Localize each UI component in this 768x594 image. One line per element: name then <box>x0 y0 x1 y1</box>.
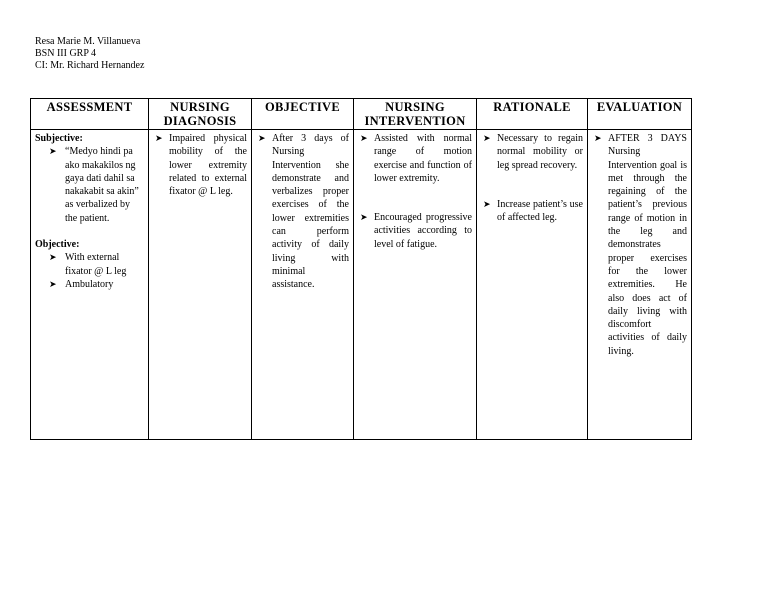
arrow-bullet-icon: ➤ <box>49 146 57 157</box>
column-header-evaluation: EVALUATION <box>588 99 692 130</box>
arrow-bullet-icon: ➤ <box>155 133 163 143</box>
clinical-instructor: CI: Mr. Richard Hernandez <box>35 60 145 71</box>
table-row <box>31 130 692 440</box>
arrow-bullet-icon: ➤ <box>360 133 368 143</box>
arrow-bullet-icon: ➤ <box>483 133 491 143</box>
objective-item <box>47 278 144 291</box>
objective-cell <box>252 130 354 440</box>
subjective-item <box>47 145 144 225</box>
objective-item-text: With external fixator @ L leg <box>65 252 127 277</box>
arrow-bullet-icon: ➤ <box>49 252 57 263</box>
assessment-cell <box>31 130 149 440</box>
objective-item-text: Ambulatory <box>65 278 114 290</box>
subjective-text: “Medyo hindi pa ako makakilos ng gaya dati dahil sa nakakabit sa akin” as verbalized by the patient. <box>65 146 139 224</box>
column-header-nursing-diagnosis: NURSING DIAGNOSIS <box>149 99 252 130</box>
table-header-row <box>31 99 692 130</box>
arrow-bullet-icon: ➤ <box>594 133 602 143</box>
nursing-care-plan-table <box>30 98 692 440</box>
objective-item <box>47 251 144 278</box>
rationale-text: Increase patient’s use of affected leg. <box>497 198 583 224</box>
intervention-cell <box>354 130 477 440</box>
rationale-item <box>481 132 583 172</box>
document-header <box>35 36 144 72</box>
intervention-item <box>358 211 472 251</box>
evaluation-text: AFTER 3 DAYS Nursing Intervention goal is met through the regaining of the patient’s previous range of motion in the leg and demonstrates proper exercises for the lower extremities. He also does act of daily living with discomfort activities of daily living. <box>608 133 687 357</box>
arrow-bullet-icon: ➤ <box>258 133 266 143</box>
evaluation-item <box>592 132 687 358</box>
objective-label: Objective: <box>35 239 80 251</box>
intervention-item <box>358 132 472 185</box>
diagnosis-item <box>153 132 247 198</box>
column-header-assessment: ASSESSMENT <box>31 99 149 130</box>
column-header-objective: OBJECTIVE <box>252 99 354 130</box>
arrow-bullet-icon: ➤ <box>49 278 57 289</box>
diagnosis-cell <box>149 130 252 440</box>
column-header-rationale: RATIONALE <box>477 99 588 130</box>
arrow-bullet-icon: ➤ <box>483 198 491 209</box>
intervention-text: Encouraged progressive activities according to level of fatigue. <box>374 212 472 250</box>
objective-goal-text: After 3 days of Nursing Intervention she demonstrate and verbalizes proper exercises of the lower extremities can perform activity of daily living with minimal assistance. <box>272 133 349 291</box>
rationale-text: Necessary to regain normal mobility or leg spread recovery. <box>497 133 583 171</box>
column-header-nursing-intervention: NURSING INTERVENTION <box>354 99 477 130</box>
intervention-text: Assisted with normal range of motion exercise and function of lower extremity. <box>374 133 472 184</box>
student-name: Resa Marie M. Villanueva <box>35 36 141 47</box>
arrow-bullet-icon: ➤ <box>360 212 368 223</box>
objective-goal-item <box>256 132 349 292</box>
evaluation-cell <box>588 130 692 440</box>
rationale-item <box>481 198 583 225</box>
diagnosis-text: Impaired physical mobility of the lower extremity related to external fixator @ L leg. <box>169 133 247 198</box>
rationale-cell <box>477 130 588 440</box>
subjective-label: Subjective: <box>35 133 83 144</box>
student-group: BSN III GRP 4 <box>35 48 97 59</box>
